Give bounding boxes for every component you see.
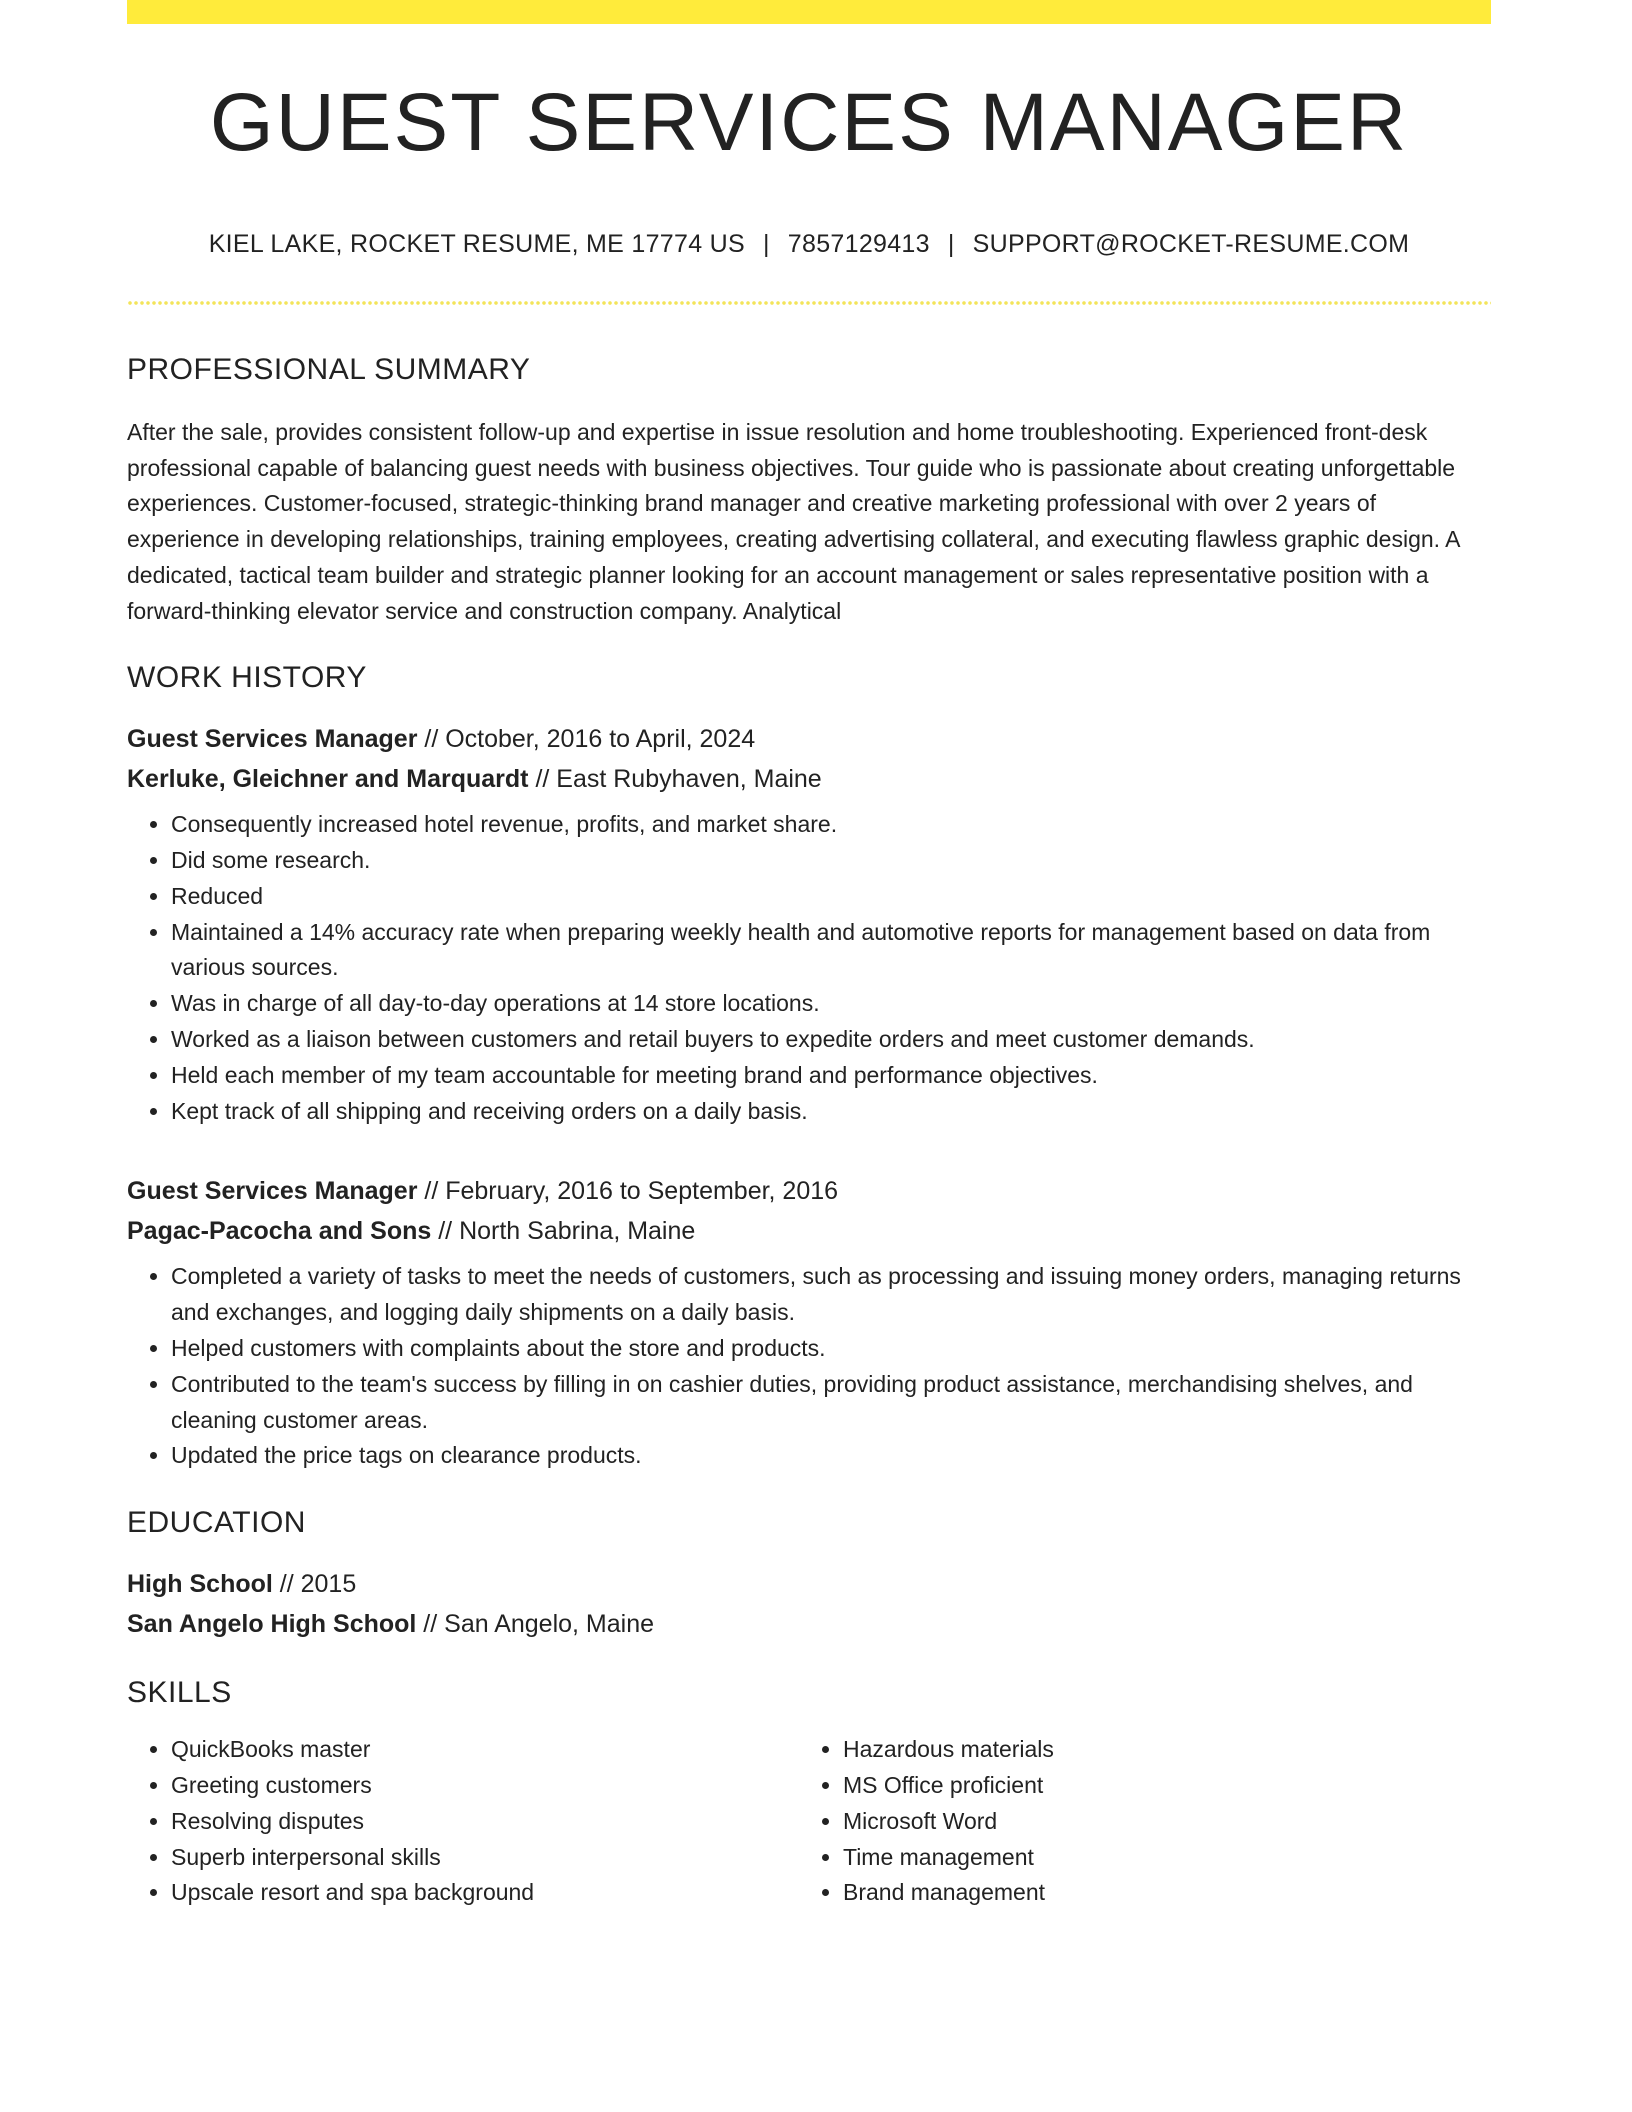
- resume-title: GUEST SERVICES MANAGER: [209, 77, 1409, 168]
- list-item: • Greeting customers: [171, 1768, 799, 1804]
- job-company-line: [127, 759, 1491, 799]
- contact-phone: 7857129413: [787, 230, 930, 258]
- contact-separator: |: [763, 230, 770, 258]
- job-entry: [127, 1171, 1491, 1474]
- list-item: • Resolving disputes: [171, 1804, 799, 1840]
- skills-column-left: [127, 1732, 799, 1911]
- list-item: • Consequently increased hotel revenue, profits, and market share.: [171, 807, 1491, 843]
- list-item: • Brand management: [843, 1875, 1443, 1911]
- list-item: • Microsoft Word: [843, 1804, 1443, 1840]
- job-entry: [127, 719, 1491, 1129]
- job-location: // East Rubyhaven, Maine: [528, 765, 822, 794]
- list-item: • MS Office proficient: [843, 1768, 1443, 1804]
- list-item: • Completed a variety of tasks to meet the needs of customers, such as processing and issuing money orders, managing returns and exchanges, and logging daily shipments on a daily basis.: [171, 1259, 1491, 1331]
- list-item: • Time management: [843, 1840, 1443, 1876]
- dotted-divider: [127, 301, 1491, 305]
- list-item: • Contributed to the team's success by filling in on cashier duties, providing product assistance, merchandising shelves, and cleaning customer areas.: [171, 1367, 1491, 1439]
- education-school-line: [127, 1604, 1491, 1644]
- job-company: Kerluke, Gleichner and Marquardt: [127, 765, 529, 794]
- list-item: • Superb interpersonal skills: [171, 1840, 799, 1876]
- list-item: • Updated the price tags on clearance products.: [171, 1438, 1491, 1474]
- contact-email: SUPPORT@ROCKET-RESUME.COM: [972, 230, 1410, 258]
- resume-page: [127, 0, 1491, 1911]
- education-school: San Angelo High School: [127, 1610, 417, 1639]
- section-title-education: EDUCATION: [127, 1506, 306, 1540]
- summary-text: After the sale, provides consistent follow-up and expertise in issue resolution and home troubleshooting. Experienced front-desk professional capable of balancing guest needs with business objectives. Tour guide who is passionate about creating unforgettable experiences. Customer-focused, strategic-thinking brand manager and creative marketing professional with over 2 years of experience in developing relationships, training employees, creating advertising collateral, and executing flawless graphic design. A dedicated, tactical team builder and strategic planner looking for an account management or sales representative position with a forward-thinking elevator service and construction company. Analytical: [127, 419, 1460, 624]
- list-item: • Reduced: [171, 879, 1491, 915]
- contact-separator: |: [947, 230, 955, 258]
- section-title-work-history: WORK HISTORY: [127, 661, 367, 695]
- section-title-skills: SKILLS: [127, 1676, 232, 1710]
- list-item: • Held each member of my team accountable for meeting brand and performance objectives.: [171, 1058, 1491, 1094]
- list-item: • Upscale resort and spa background: [171, 1875, 799, 1911]
- job-role: Guest Services Manager: [127, 1177, 418, 1206]
- education-entry: [127, 1564, 1491, 1644]
- list-item: • Was in charge of all day-to-day operations at 14 store locations.: [171, 986, 1491, 1022]
- job-dates: // February, 2016 to September, 2016: [417, 1177, 839, 1206]
- list-item: • Maintained a 14% accuracy rate when preparing weekly health and automotive reports for management based on data from various sources.: [171, 915, 1491, 987]
- job-location: // North Sabrina, Maine: [431, 1217, 696, 1246]
- list-item: • Did some research.: [171, 843, 1491, 879]
- education-degree-line: [127, 1564, 1491, 1604]
- job-dates: // October, 2016 to April, 2024: [417, 725, 756, 754]
- skills-list: [127, 1732, 1491, 1911]
- job-company: Pagac-Pacocha and Sons: [127, 1217, 432, 1246]
- job-bullets: [127, 807, 1491, 1129]
- list-item: • QuickBooks master: [171, 1732, 799, 1768]
- job-bullets: [127, 1259, 1491, 1474]
- education-degree: High School: [127, 1570, 273, 1599]
- education-year: // 2015: [272, 1570, 357, 1599]
- contact-line: [127, 232, 1491, 257]
- job-role-line: [127, 1171, 1491, 1211]
- education-location: // San Angelo, Maine: [416, 1610, 655, 1639]
- list-item: • Hazardous materials: [843, 1732, 1443, 1768]
- job-role: Guest Services Manager: [127, 725, 418, 754]
- section-title-summary: PROFESSIONAL SUMMARY: [127, 353, 531, 386]
- accent-bar: [127, 0, 1491, 24]
- list-item: • Worked as a liaison between customers and retail buyers to expedite orders and meet customer demands.: [171, 1022, 1491, 1058]
- list-item: • Kept track of all shipping and receiving orders on a daily basis.: [171, 1094, 1491, 1130]
- job-company-line: [127, 1211, 1491, 1251]
- contact-address: KIEL LAKE, ROCKET RESUME, ME 17774 US: [208, 230, 745, 258]
- list-item: • Helped customers with complaints about the store and products.: [171, 1331, 1491, 1367]
- job-role-line: [127, 719, 1491, 759]
- skills-column-right: [799, 1732, 1443, 1911]
